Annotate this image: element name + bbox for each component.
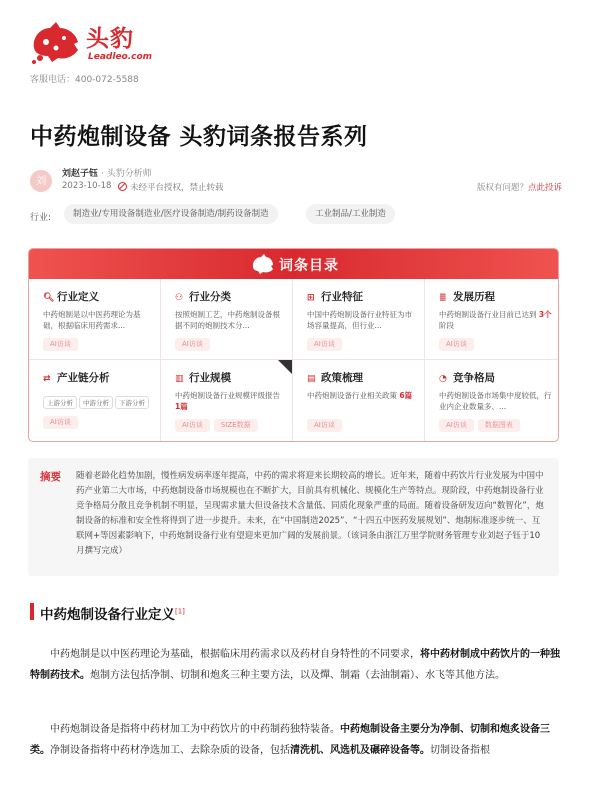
industry-tag[interactable]: 制造业/专用设备制造业/医疗设备制造/制药设备制造 [64,204,278,224]
bar-chart-icon: ▥ [175,374,184,384]
author-line [62,166,152,179]
grid-icon: ⊞ [307,293,315,303]
catalog-item-policy[interactable] [293,360,425,441]
authorization-notice [118,181,224,193]
ai-interview-pill[interactable]: AI访谈 [307,419,342,432]
catalog-item-desc: 中药炮制是以中医药理论为基础，根据临床用药需求... [43,310,141,330]
ai-interview-pill[interactable]: AI访谈 [307,338,342,351]
leopard-logo-icon [30,18,82,66]
ai-interview-pill[interactable]: AI访谈 [439,338,474,351]
avatar: 刘 [30,170,52,192]
midstream-tag[interactable]: 中游分析 [79,396,113,409]
document-icon: ▤ [307,374,316,384]
section-accent-bar [30,603,34,620]
chain-icon: ⇄ [43,374,51,384]
reference-link[interactable]: [1] [175,607,185,616]
catalog-item-title: 行业特征 [321,291,363,303]
pie-chart-icon: ◔ [439,374,447,384]
ai-interview-pill[interactable]: AI访谈 [175,419,210,432]
catalog-item-features[interactable] [293,279,425,360]
size-data-pill[interactable]: SIZE数据 [214,419,258,432]
abstract-text: 随着老龄化趋势加剧，慢性病发病率逐年提高，中药的需求将迎来长期较高的增长。近年来，随着中药饮片行业发展为中国中药产业第二大市场，中药炮制设备市场规模也在不断扩大，目前具有机械化、规模化生产等特点。现阶段，中药炮制设备行业竞争格局分散且竞争机制不明显，呈现需求量大但设备技术含量低、同质化现象严重的局面。随着设备研发迈向“数智化”，炮制设备的标准和安全性将得到了进一步提升。未来，在“中国制造2025”、“十四五中医药发展规划”、炮制标准逐步统一、互联网+等因素影响下，中药炮制设备行业有望迎来更加广阔的发展前景。（该词条由浙江万里学院财务管理专业刘赵子钰于10月撰写完成） [76,471,544,556]
authorization-text: 未经平台授权，禁止转载 [130,183,224,193]
publish-date: 2023-10-18 [62,181,112,191]
catalog-item-scale[interactable] [161,360,293,441]
catalog-item-competition[interactable] [425,360,559,441]
service-hotline: 客服电话：400-072-5588 [30,75,139,85]
ai-interview-pill[interactable]: AI访谈 [43,416,78,429]
search-doc-icon: 🔍︎ [43,293,55,303]
definition-paragraph-1: 中药炮制是以中医药理论为基础，根据临床用药需求以及药材自身特性的不同要求，将中药材制成中药饮片的一种独特制药技术。炮制方法包括净制、切制和炮炙三种主要方法，以及燀、制霜（去油制霜）、水飞等其他方法。 [30,649,560,681]
catalog-item-desc: 中药炮制设备行业规模评级报告 1篇 [175,391,280,411]
data-chart-pill[interactable]: 数据图表 [478,419,520,432]
catalog-item-classification[interactable] [161,279,293,360]
complain-link[interactable]: 点此投诉 [527,183,562,193]
author-name[interactable]: 刘赵子钰 [62,169,99,179]
timeline-icon: ≣ [439,293,447,303]
ai-interview-pill[interactable]: AI访谈 [43,338,78,351]
abstract-box [28,458,559,576]
catalog-grid [29,279,558,441]
page-title: 中药炮制设备 头豹词条报告系列 [30,124,368,150]
author-role: · 头豹分析师 [101,169,152,179]
brand-url: Leadleo.com [88,52,153,62]
catalog-item-desc: 中药炮制设备行业相关政策 6篇 [307,391,413,400]
catalog-item-title: 行业定义 [57,291,99,303]
catalog-card [28,248,559,442]
brand-logo[interactable] [30,18,170,68]
chain-tags [43,390,152,409]
catalog-title: 词条目录 [279,258,339,274]
catalog-header [29,249,558,279]
industry-tag[interactable]: 工业制品/工业制造 [306,204,395,224]
section-title: 中药炮制设备行业定义[1] [40,607,185,623]
hierarchy-icon: ⚇ [175,293,184,303]
copyright-question: 版权有问题？ [476,183,528,193]
ai-interview-pill[interactable]: AI访谈 [175,338,210,351]
definition-paragraph-2: 中药炮制设备是指将中药材加工为中药饮片的中药制药独特装备。中药炮制设备主要分为净制、切制和炮炙设备三类。净制设备指将中药材净选加工、去除杂质的设备，包括清洗机、风选机及碾碎设备等。切制设备指根 [30,724,550,756]
catalog-item-definition[interactable] [29,279,161,360]
catalog-item-title: 发展历程 [453,291,495,303]
catalog-item-title: 产业链分析 [57,372,110,384]
corner-badge [278,360,292,374]
industry-label: 行业: [30,213,52,223]
forbidden-icon [118,182,127,191]
ai-interview-pill[interactable]: AI访谈 [439,419,474,432]
upstream-tag[interactable]: 上游分析 [43,396,77,409]
downstream-tag[interactable]: 下游分析 [115,396,149,409]
catalog-item-desc: 按照炮制工艺，中药炮制设备根据不同的炮制技术分... [175,310,280,330]
catalog-item-title: 行业分类 [189,291,231,303]
catalog-item-chain[interactable] [29,360,161,441]
catalog-item-desc: 中国中药炮制设备行业特征为市场容量提高，但行业... [307,310,412,330]
catalog-item-history[interactable] [425,279,559,360]
catalog-item-title: 政策梳理 [321,372,363,384]
catalog-item-title: 竞争格局 [453,372,495,384]
catalog-item-desc: 中药炮制设备行业目前已达到 3个阶段 [439,310,552,330]
catalog-item-desc: 中药炮制设备市场集中度较低，行业内企业数量多、... [439,391,552,411]
catalog-item-title: 行业规模 [189,372,231,384]
brand-name: 头豹 [86,26,134,52]
copyright-notice [477,181,562,193]
abstract-label: 摘要 [40,471,61,483]
leopard-icon [251,253,275,275]
